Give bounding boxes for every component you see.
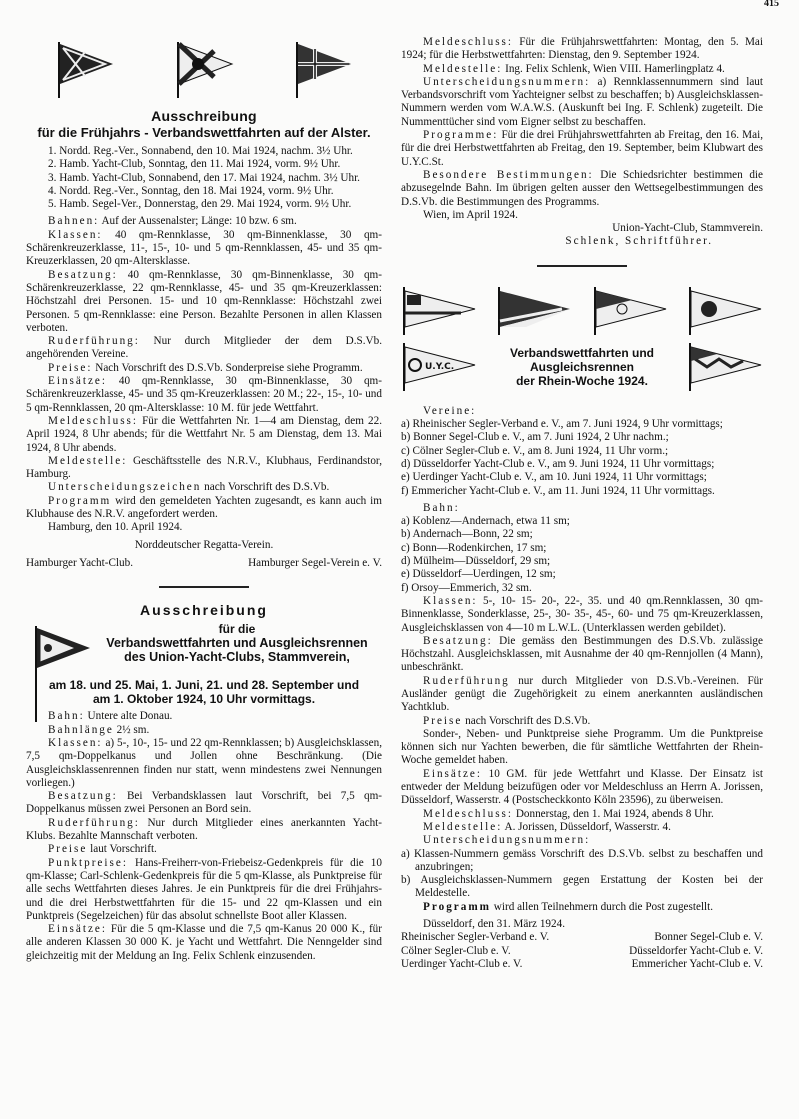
union-title: Ausschreibung: [140, 602, 268, 619]
section-meldestelle: Meldestelle: Ing. Felix Schlenk, Wien VIII. Hamerlingplatz 4.: [423, 62, 725, 75]
section-programme: Programme: Für die drei Frühjahrswettfahrten ab Freitag, den 16. Mai, für die drei Herbstwettfahrten ab Freitag, den 19. September, beim Klubwart des U.Y.C.St.: [401, 129, 763, 168]
signer-row: [26, 557, 382, 571]
burgee-flag-icon: [687, 343, 763, 391]
section-ruderfuehrung: Ruderführung nur durch Mitglieder von D.S.Vb.-Vereinen. Für Ausländer genügt die Zugehörigkeit zu einem anerkannten ausländischen Yachtklub.: [401, 674, 763, 714]
section-preise: Preise laut Vorschrift.: [48, 843, 157, 856]
section-ruderfuehrung: Ruderführung: Nur durch Mitglieder eines anerkannten Yacht-Klubs. Bezahlte Mannschaft verboten.: [26, 816, 382, 843]
race-item: 5. Hamb. Segel-Ver., Donnerstag, den 29. Mai 1924, vorm. 9½ Uhr.: [48, 198, 352, 211]
bahn-label: Bahn:: [423, 501, 460, 514]
alster-race-list: [26, 145, 382, 211]
section-preise: Preise nach Vorschrift des D.S.Vb.: [423, 714, 591, 727]
vereine-list: [401, 418, 763, 498]
section-meldeschluss: Meldeschluss: Für die Frühjahrswettfahrten: Montag, den 5. Mai 1924; für die Herbstwettfahrten: Dienstag, den 9. September 1924.: [401, 36, 763, 62]
signer: Düsseldorfer Yacht-Club e. V.: [629, 944, 763, 957]
uyc-burgee-icon: [401, 343, 477, 391]
rhein-title: [477, 346, 687, 388]
section-meldeschluss: Meldeschluss: Für die Wettfahrten Nr. 1—4 am Dienstag, dem 22. April 1924, 8 Uhr abends; für die Wettfahrt Nr. 5 am Dienstag, dem 13. Mai 1924, 8 Uhr abends.: [26, 414, 382, 454]
section-unterscheidungsnummern: Unterscheidungsnummern:: [423, 834, 591, 847]
section-ruderfuehrung: Ruderführung: Nur durch Mitglieder der dem D.S.Vb. angehörenden Vereine.: [26, 335, 382, 361]
section-meldestelle: Meldestelle: A. Jorissen, Düsseldorf, Wasserstr. 4.: [423, 820, 671, 833]
rhein-signers: [401, 931, 763, 972]
nummern-list: [401, 848, 763, 901]
section-klassen: Klassen: 40 qm-Rennklasse, 30 qm-Binnenklasse, 30 qm-Schärenkreuzerklasse, 11-, 15-, 10- und 5 qm-Rennklassen, 45- und 35 qm-Kreuzerklassen, 20 qm-Altersklasse.: [26, 228, 382, 268]
signer-union-yacht-club: Union-Yacht-Club, Stammverein.: [612, 222, 763, 235]
section-besatzung: Besatzung: 40 qm-Rennklasse, 30 qm-Binnenklasse, 30 qm-Schärenkreuzerklasse, 22 qm-Rennklasse, 45- und 35 qm-Kreuzerklassen: Höchstzahl drei Personen. 15- und 10 qm-Rennklasse: Höchstzahl zwei Personen. 5 qm-Rennklasse: eine Person. Bezahlte Personen in allen Klassen verboten.: [26, 268, 382, 334]
signer: Cölner Segler-Club e. V.: [401, 944, 511, 957]
section-sonderpreise: Sonder-, Neben- und Punktpreise siehe Programm. Um die Punktpreise können sich nur Yachten bewerben, die für sämtliche Wettfahrten der Rhein-Woche gemeldet haben.: [401, 727, 763, 767]
rhein-body: [401, 405, 763, 972]
union-date: Wien, im April 1924.: [423, 208, 518, 221]
burgee-flag-icon: [496, 287, 572, 335]
section-klassen: Klassen: 5-, 10- 15- 20-, 22-, 35. und 40 qm.Rennklassen, 30 qm-Binnenklasse, Sonderklasse, 25-, 30- 35-, 45-, 60- und 75 qm-Kreuzerklassen, Ausgleichsklassen von 4—10 m L.W.L. (Unterklassen werden gebildet).: [401, 594, 763, 634]
signer-hyc: Hamburger Yacht-Club.: [26, 556, 133, 569]
section-besatzung: Besatzung: Bei Verbandsklassen laut Vorschrift, bei 7,5 qm-Doppelkanus müssen zwei Personen an Bord sein.: [26, 790, 382, 816]
signer: Rheinischer Segler-Verband e. V.: [401, 931, 550, 944]
union-dates-line: am 18. und 25. Mai, 1. Juni, 21. und 28. September und: [48, 678, 360, 693]
list-item: b) Andernach—Bonn, 22 sm;: [401, 528, 533, 541]
list-item: c) Bonn—Rodenkirchen, 17 sm;: [401, 541, 547, 554]
section-meldeschluss: Meldeschluss: Donnerstag, den 1. Mai 1924, abends 8 Uhr.: [423, 807, 714, 820]
list-item: a) Klassen-Nummern gemäss Vorschrift des D.S.Vb. selbst zu beschaffen und anzubringen;: [401, 847, 763, 873]
vereine-label: Vereine:: [423, 404, 477, 417]
signer-hsv: Hamburger Segel-Verein e. V.: [248, 556, 382, 569]
section-besondere-bestimmungen: Besondere Bestimmungen: Die Schiedsrichter bestimmen die abzusegelnde Bahn. Im übrigen gelten ausser den Wettsegelbestimmungen des D.S.Vb. die Bestimmungen des Programms.: [401, 168, 763, 208]
union-subtitle-line: des Union-Yacht-Clubs, Stammverein,: [124, 650, 350, 665]
burgee-row-rhein: [401, 287, 763, 341]
section-punktpreise: Punktpreise: Hans-Freiherr-von-Friebeisz-Gedenkpreis für die 10 qm-Klasse; Carl-Schlenk-Gedenkpreis für die 5 qm-Klasse, als Punktpreise für alle sechs Wettfahrten dieses Jahres. Je ein Punktpreis für die drei Frühjahrs- und die drei Herbstwettfahrten für die 15- und 22 qm-Klassen und ein Punktpreis (Segelzeichen) für das absolut schnellste Boot aller Klassen.: [26, 856, 382, 922]
left-column: [26, 0, 382, 963]
list-item: d) Düsseldorfer Yacht-Club e. V., am 9. Juni 1924, 11 Uhr vormittags;: [401, 457, 715, 470]
list-item: f) Orsoy—Emmerich, 32 sm.: [401, 581, 532, 594]
list-item: b) Bonner Segel-Club e. V., am 7. Juni 1924, 2 Uhr nachm.;: [401, 431, 669, 444]
list-item: a) Koblenz—Andernach, etwa 11 sm;: [401, 515, 570, 528]
list-item: b) Ausgleichsklassen-Nummern gegen Erstattung der Kosten bei der Meldestelle.: [401, 874, 763, 900]
race-item: 2. Hamb. Yacht-Club, Sonntag, den 11. Mai 1924, vorm. 9½ Uhr.: [48, 158, 341, 171]
rhein-title-line: Ausgleichsrennen: [529, 359, 635, 374]
section-divider: [537, 265, 627, 267]
alster-title: Ausschreibung: [151, 108, 257, 124]
section-unterscheidungszeichen: Unterscheidungszeichen nach Vorschrift des D.S.Vb.: [48, 481, 330, 494]
list-item: a) Rheinischer Segler-Verband e. V., am 7. Juni 1924, 9 Uhr vormittags;: [401, 418, 723, 431]
section-programm: Programm wird allen Teilnehmern durch die Post zugestellt.: [423, 900, 714, 913]
section-bahn: Bahn: Untere alte Donau.: [48, 710, 173, 723]
race-item: 4. Nordd. Reg.-Ver., Sonntag, den 18. Mai 1924, vorm. 9½ Uhr.: [48, 184, 334, 197]
section-bahnlaenge: Bahnlänge 2½ sm.: [48, 723, 150, 736]
rhein-header: [401, 343, 763, 391]
list-item: f) Emmericher Yacht-Club e. V., am 11. Juni 1924, 11 Uhr vormittags.: [401, 484, 715, 497]
burgee-flag-icon: [293, 40, 353, 98]
alster-subtitle: für die Frühjahrs - Verbandswettfahrten auf der Alster.: [37, 125, 371, 140]
union-continued-sections: [401, 36, 763, 209]
union-subtitle-line: für die: [218, 622, 256, 637]
alster-sections: [26, 215, 382, 521]
section-klassen: Klassen: a) 5-, 10-, 15- und 22 qm-Rennklassen; b) Ausgleichsklassen, 7,5 qm-Doppelkanus und Jollen ohne Beschränkung. (Die Ausgleichsklassenrennen finden nur statt, wenn mindestens zwei Nennungen vorliegen.): [26, 737, 382, 789]
list-item: e) Uerdinger Yacht-Club e. V., am 10. Juni 1924, 11 Uhr vormittags;: [401, 471, 707, 484]
page-number: 415: [764, 0, 779, 9]
section-besatzung: Besatzung: Die gemäss den Bestimmungen des D.S.Vb. zulässige Höchstzahl. Ausgleichsklassen, mit Ausnahme der 40 qm-Rennjollen (4 Mann), unbeschränkt.: [401, 634, 763, 674]
right-column: [401, 0, 763, 972]
burgee-flag-icon: [174, 40, 234, 98]
section-einsaetze: Einsätze: 10 GM. für jede Wettfahrt und Klasse. Der Einsatz ist entweder der Meldung beizufügen oder vor Meldeschluss an Herrn A. Jorissen, Düsseldorf, Wasserstr. 4 (Postscheckkonto Köln 23596), zu überweisen.: [401, 767, 763, 807]
race-item: 3. Hamb. Yacht-Club, Sonnabend, den 17. Mai 1924, nachm. 3½ Uhr.: [48, 171, 360, 184]
burgee-flag-icon: [687, 287, 763, 335]
union-header: [26, 618, 382, 722]
signer-schlenk: Schlenk, Schriftführer.: [565, 235, 713, 248]
list-item: c) Cölner Segler-Club e. V., am 8. Juni 1924, 11 Uhr vorm.;: [401, 444, 669, 457]
alster-date: Hamburg, den 10. April 1924.: [48, 521, 183, 534]
union-yacht-club-burgee-icon: [26, 622, 92, 722]
rhein-date: Düsseldorf, den 31. März 1924.: [423, 918, 565, 931]
union-sections: [26, 710, 382, 963]
section-unterscheidungsnummern: Unterscheidungsnummern: a) Rennklassennummern sind laut Verbandsvorschrift vom Yachteigner selbst zu beschaffen; b) Ausgleichsklassen-Nummern werden vom W.A.W.S. (Auskunft bei Ing. F. Schlenk) zugeteilt. Die Nummenttücher sind vom Eigner selbst zu beschaffen.: [401, 75, 763, 128]
section-preise: Preise: Nach Vorschrift des D.S.Vb. Sonderpreise siehe Programm.: [48, 361, 363, 374]
signer-nrv: Norddeutscher Regatta-Verein.: [134, 538, 274, 551]
uyc-label: U.Y.C.: [425, 361, 455, 372]
rhein-title-line: der Rhein-Woche 1924.: [516, 373, 648, 388]
section-einsaetze: Einsätze: Für die 5 qm-Klasse und die 7,5 qm-Kanus 20 000 K., für alle anderen Klassen 30 000 K. je Yacht und Wettfahrt. Die Nenngelder sind gleichzeitig mit der Meldung an Ing. Felix Schlenk einzusenden.: [26, 923, 382, 962]
section-einsaetze: Einsätze: 40 qm-Rennklasse, 30 qm-Binnenklasse, 30 qm-Schärenkreuzerklasse, 45- und 35 qm-Kreuzerklassen: 20 M.; 22-, 15-, 10- und 5 qm-Rennklassen, 20 qm-Altersklasse: 10 M. für jede Wettfahrt.: [26, 375, 382, 414]
section-programm: Programm wird den gemeldeten Yachten zugesandt, es kann auch im Klubhause des N.R.V. angefordert werden.: [26, 494, 382, 521]
signer: Uerdinger Yacht-Club e. V.: [401, 958, 523, 971]
list-item: e) Düsseldorf—Uerdingen, 12 sm;: [401, 568, 556, 581]
race-item: 1. Nordd. Reg.-Ver., Sonnabend, den 10. Mai 1924, nachm. 3½ Uhr.: [48, 145, 353, 157]
burgee-flag-icon: [401, 287, 477, 335]
signer: Bonner Segel-Club e. V.: [654, 931, 763, 944]
burgee-row-alster: [26, 40, 382, 100]
list-item: d) Mülheim—Düsseldorf, 29 sm;: [401, 555, 551, 568]
signer: Emmericher Yacht-Club e. V.: [631, 958, 763, 971]
burgee-flag-icon: [55, 40, 115, 98]
rhein-title-line: Verbandswettfahrten und: [509, 345, 655, 360]
union-dates-line: am 1. Oktober 1924, 10 Uhr vormittags.: [92, 692, 316, 707]
section-divider: [159, 586, 249, 588]
burgee-flag-icon: [592, 287, 668, 335]
bahn-list: [401, 515, 763, 595]
section-bahnen: Bahnen: Auf der Aussenalster; Länge: 10 bzw. 6 sm.: [48, 215, 297, 228]
section-meldestelle: Meldestelle: Geschäftsstelle des N.R.V., Klubhaus, Ferdinandstor, Hamburg.: [26, 454, 382, 481]
union-subtitle-line: Verbandswettfahrten und Ausgleichsrennen: [106, 636, 368, 651]
